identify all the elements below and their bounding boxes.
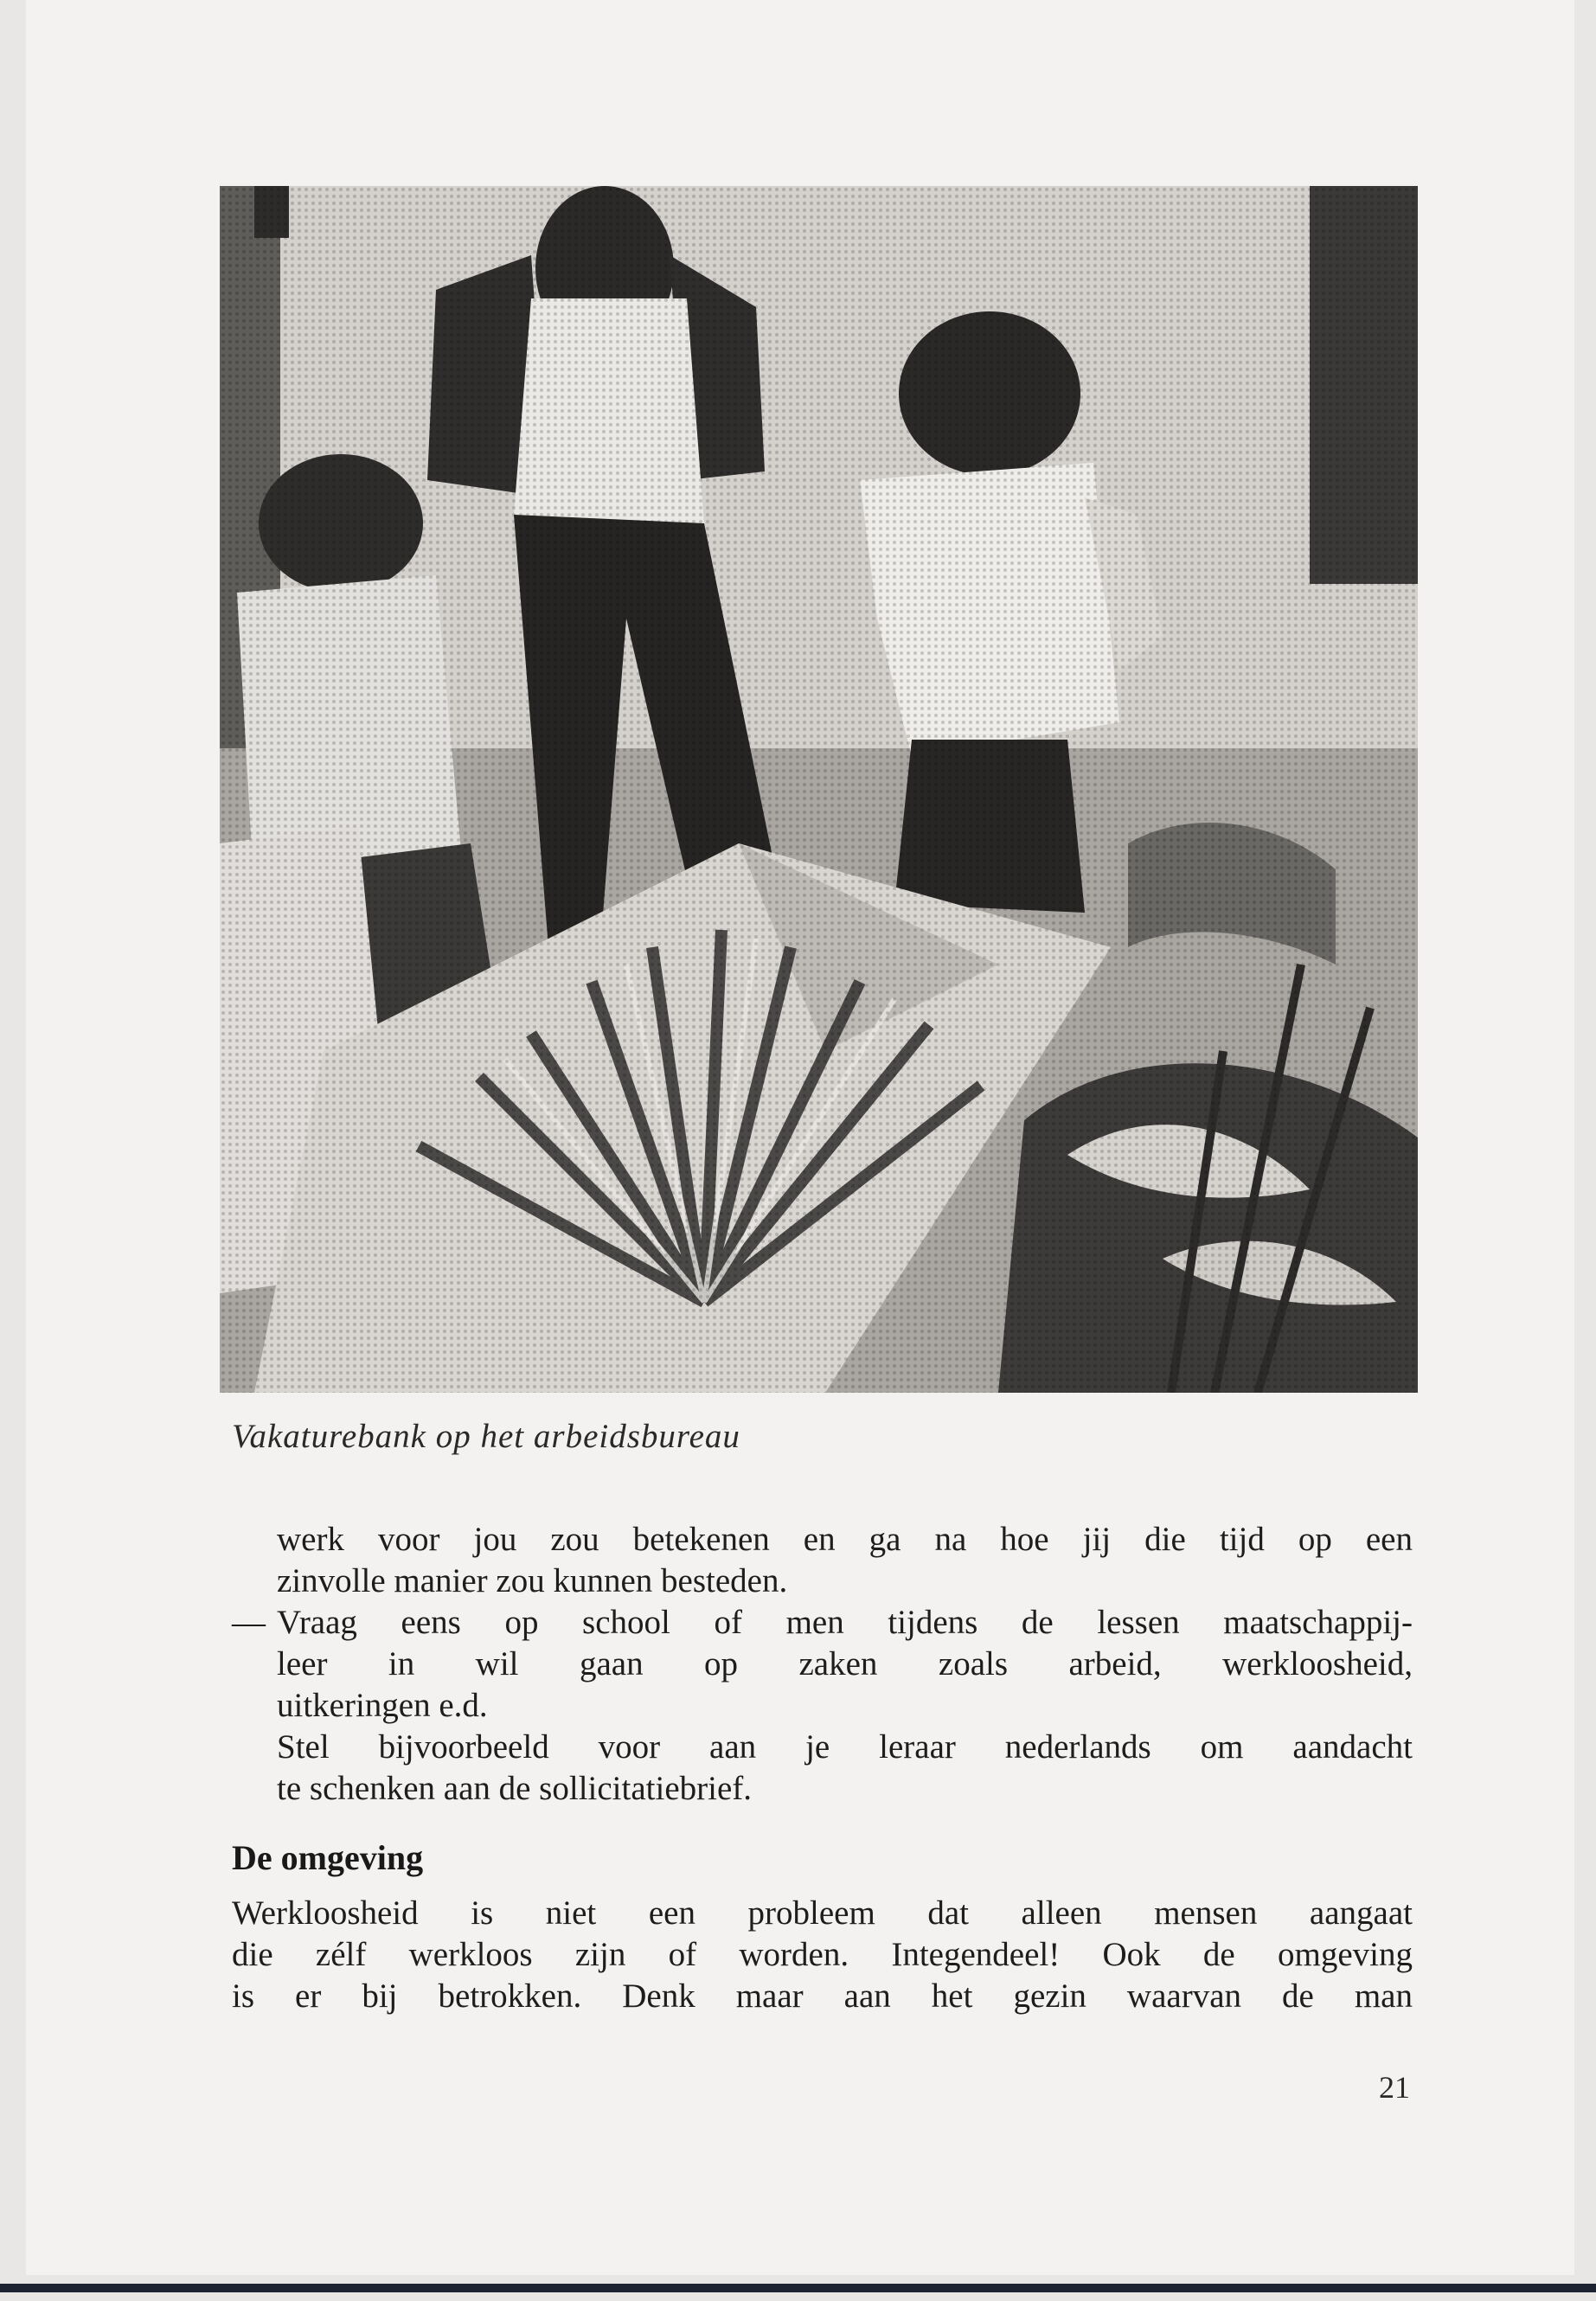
bottom-edge-rule [0, 2284, 1596, 2292]
list-item-dash [232, 1602, 1413, 1644]
body-line-2: die zélf werkloos zijn of worden. Integendeel! Ook de omgeving [232, 1936, 1413, 1973]
list-block [232, 1519, 1413, 1810]
list-line-4: leer in wil gaan op zaken zoals arbeid, werkloosheid, [277, 1645, 1413, 1682]
photo-vakaturebank [220, 186, 1418, 1393]
list-line-6: Stel bijvoorbeeld voor aan je leraar nederlands om aandacht [277, 1728, 1413, 1766]
list-line-7: te schenken aan de sollicitatiebrief. [277, 1770, 753, 1807]
page-number: 21 [1379, 2070, 1410, 2105]
halftone-photo-illustration [220, 186, 1418, 1393]
section-heading: De omgeving [232, 1838, 424, 1877]
photo-caption: Vakaturebank op het arbeidsbureau [232, 1418, 740, 1455]
body-line-1: Werkloosheid is niet een probleem dat alleen mensen aangaat [232, 1894, 1413, 1932]
section-body [232, 1893, 1413, 2017]
list-dash: — [232, 1604, 266, 1641]
list-line-5: uitkeringen e.d. [277, 1687, 488, 1724]
body-line-3: is er bij betrokken. Denk maar aan het gezin waarvan de man [232, 1977, 1413, 2015]
list-line-1: werk voor jou zou betekenen en ga na hoe jij die tijd op een [277, 1521, 1413, 1558]
list-line-2: zinvolle manier zou kunnen besteden. [277, 1562, 788, 1599]
list-line-3: Vraag eens op school of men tijdens de lessen maatschappij- [277, 1604, 1413, 1641]
